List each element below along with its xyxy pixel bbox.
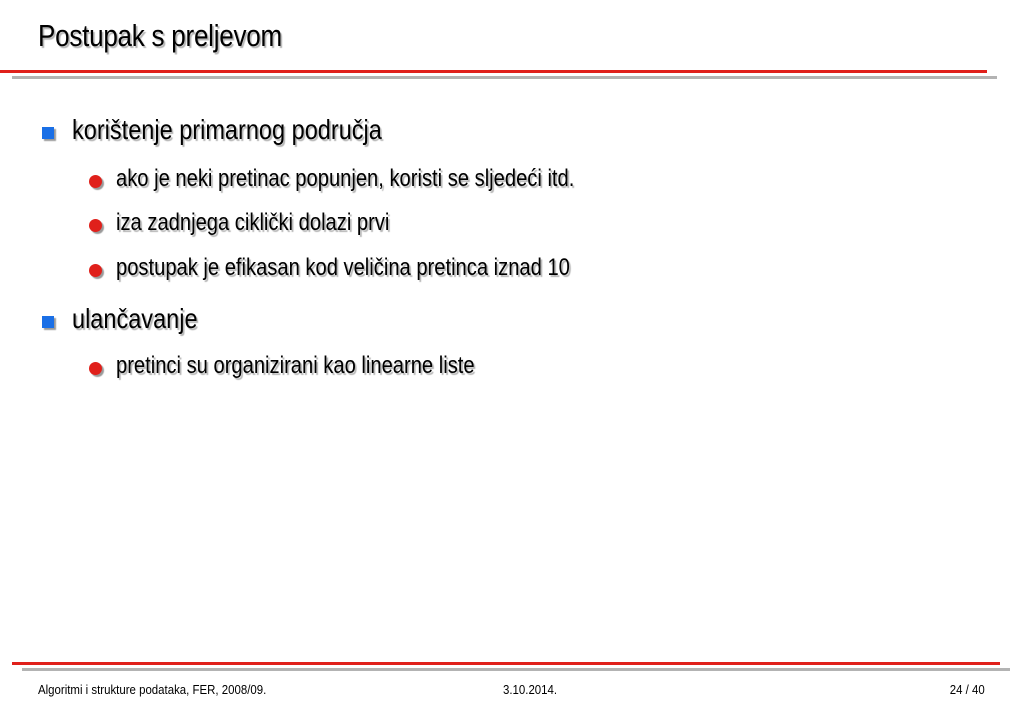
sub-bullet-text: iza zadnjega ciklički dolazi prvi xyxy=(116,209,390,236)
footer-divider-gray xyxy=(22,668,1010,671)
sub-bullet-item xyxy=(116,352,543,380)
footer-page-number xyxy=(945,682,985,697)
footer-course xyxy=(38,682,297,697)
slide-title: Postupak s preljevom xyxy=(38,18,282,53)
footer-date xyxy=(503,682,564,697)
footer-date-text: 3.10.2014. xyxy=(503,682,558,697)
sub-bullet-item xyxy=(116,165,662,193)
bullet-item xyxy=(72,114,441,146)
bullet-text: ulančavanje xyxy=(72,303,198,334)
bullet-text: korištenje primarnog područja xyxy=(72,114,382,145)
blue-square-bullet-icon xyxy=(42,127,54,139)
sub-bullet-text: postupak je efikasan kod veličina pretinca iznad 10 xyxy=(116,254,570,281)
red-dot-bullet-icon xyxy=(89,219,102,232)
red-dot-bullet-icon xyxy=(89,362,102,375)
sub-bullet-text: pretinci su organizirani kao linearne liste xyxy=(116,352,475,379)
sub-bullet-text: ako je neki pretinac popunjen, koristi se sljedeći itd. xyxy=(116,165,575,192)
red-dot-bullet-icon xyxy=(89,264,102,277)
footer-page-text: 24 / 40 xyxy=(950,682,985,697)
blue-square-bullet-icon xyxy=(42,316,54,328)
bullet-item xyxy=(72,303,221,335)
sub-bullet-item xyxy=(116,209,441,237)
red-dot-bullet-icon xyxy=(89,175,102,188)
sub-bullet-item xyxy=(116,254,656,282)
footer-course-text: Algoritmi i strukture podataka, FER, 2008/09. xyxy=(38,682,267,697)
footer-divider-red xyxy=(12,662,1000,665)
